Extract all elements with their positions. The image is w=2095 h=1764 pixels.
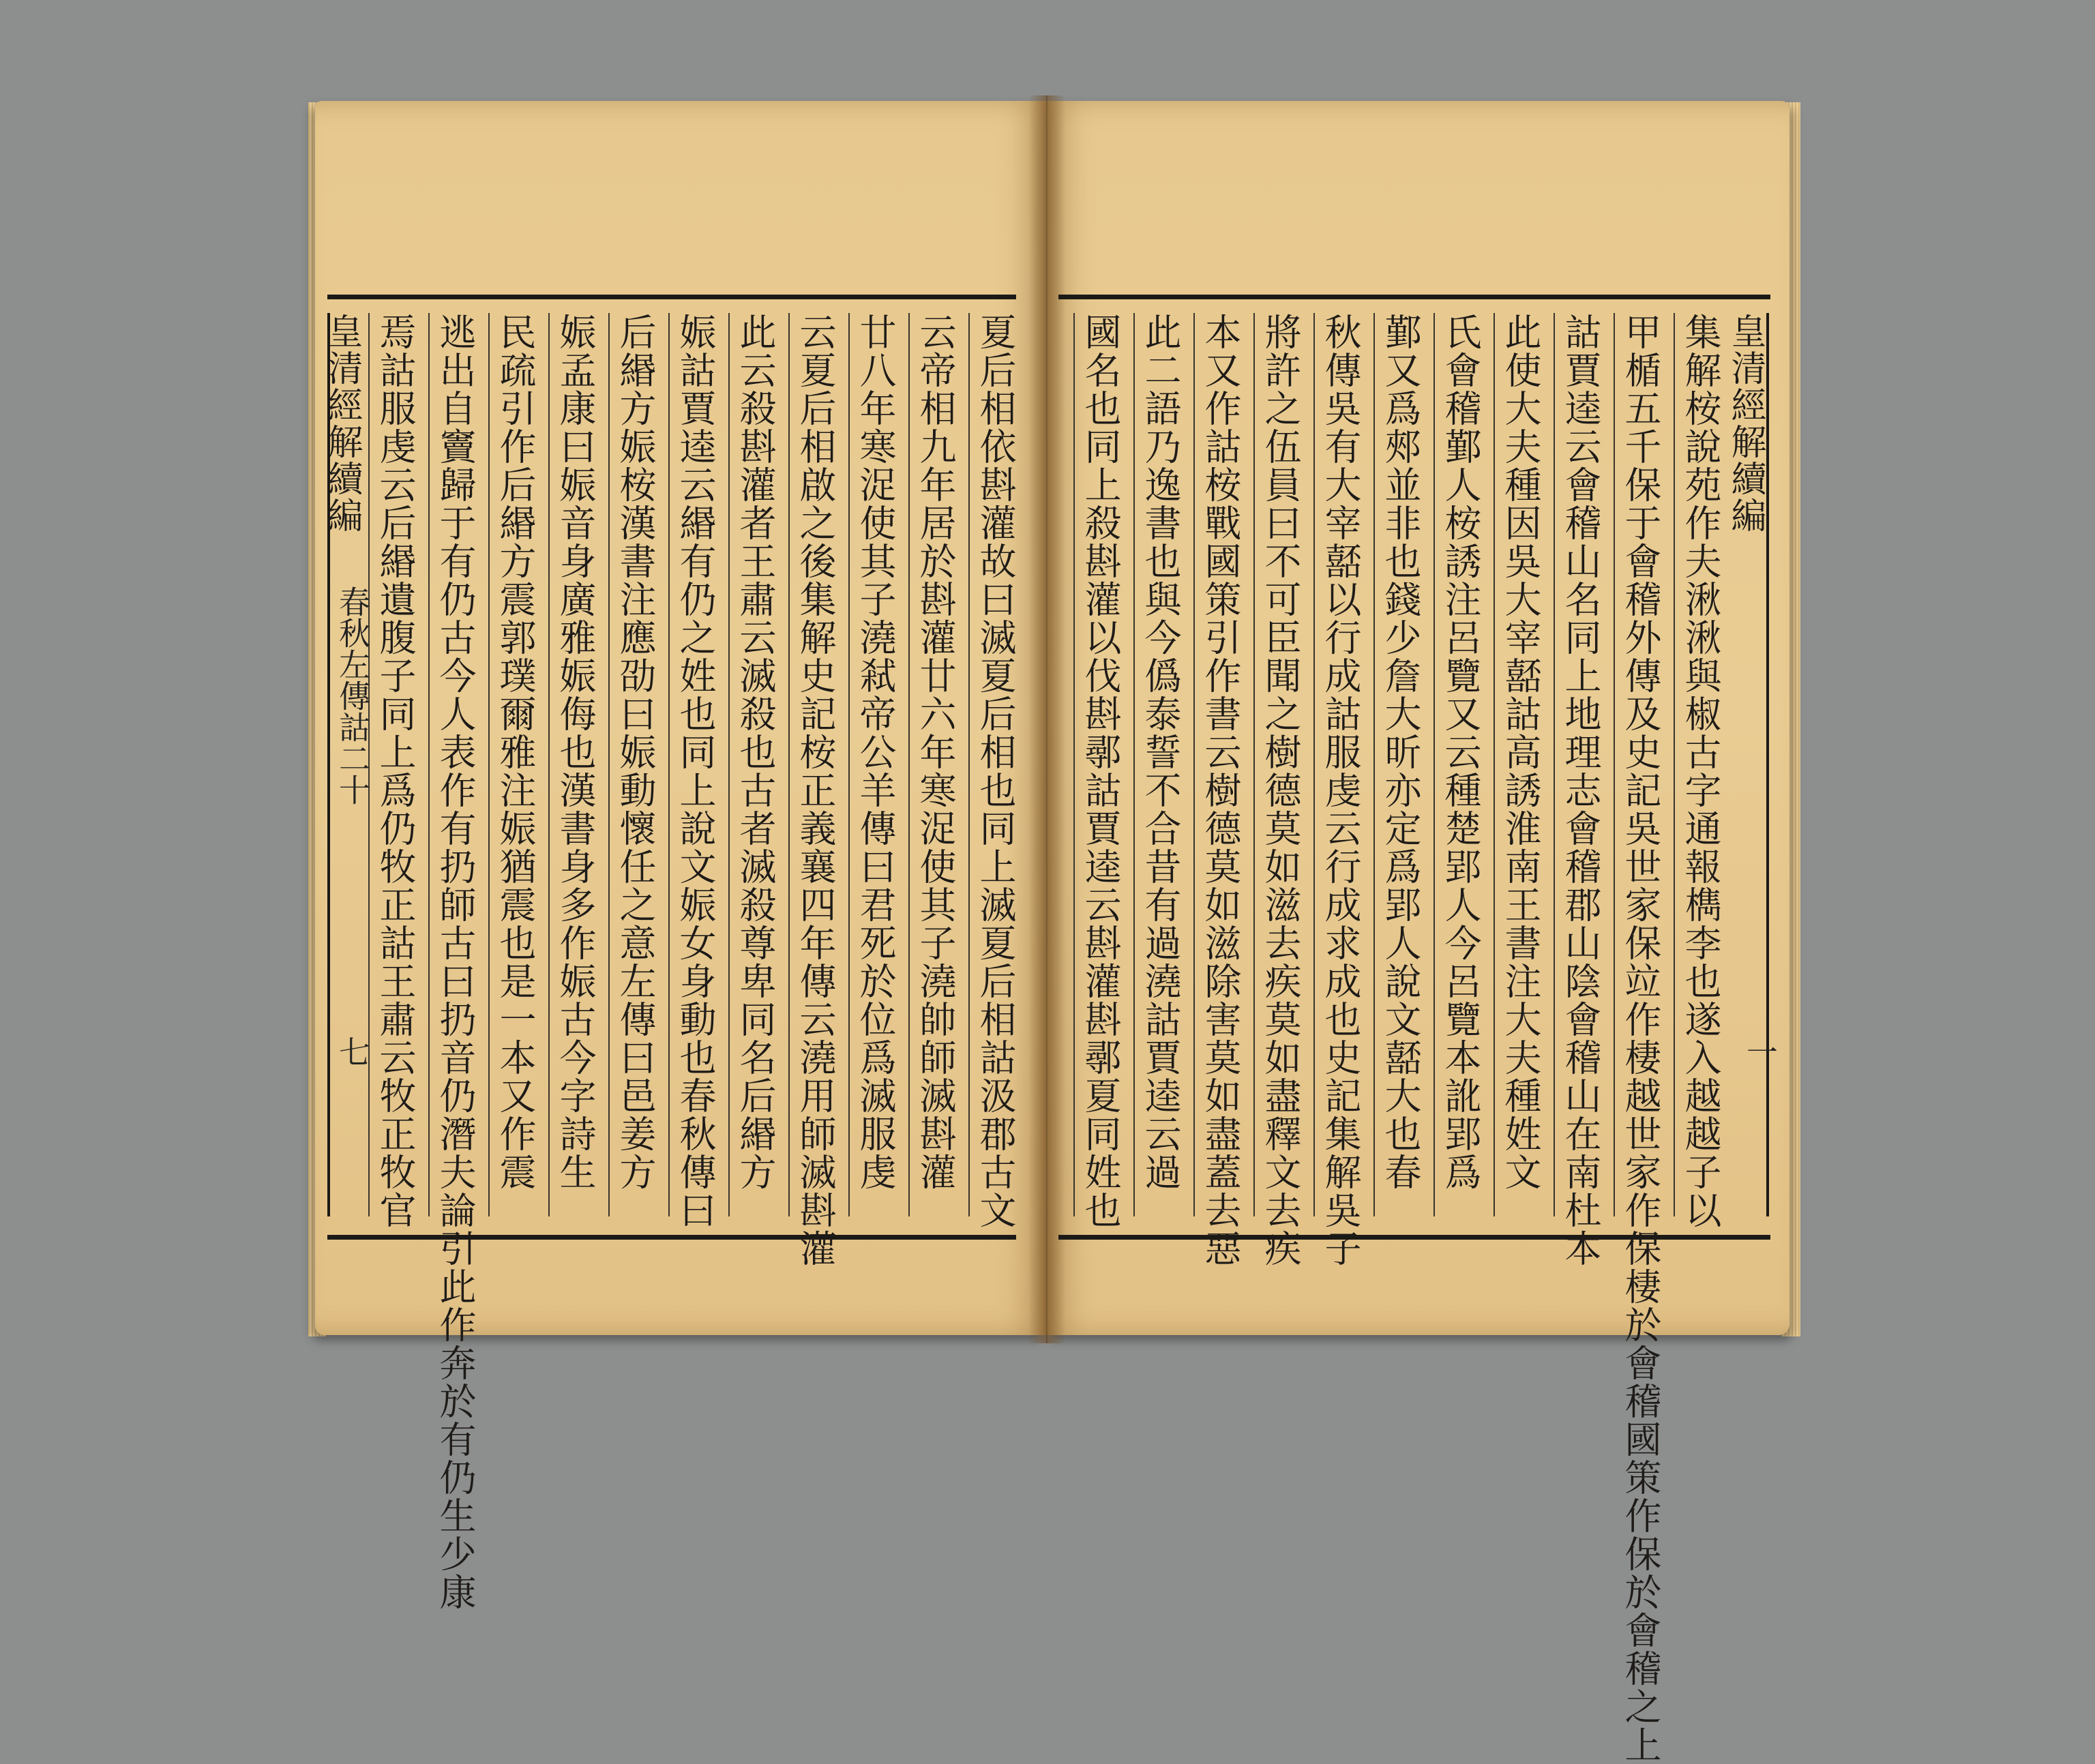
left-column-8: 娠孟康曰娠音身廣雅娠侮也漢書身多作娠古今字詩生 [548, 313, 600, 1216]
left-folio-number: 七 [334, 1036, 371, 1067]
right-column-3: 詁賈逵云會稽山名同上地理志會稽郡山陰會稽山在南杜本 [1554, 313, 1605, 1216]
right-text-frame [1058, 295, 1779, 1764]
right-column-8: 將許之伍員曰不可臣聞之樹德莫如滋去疾莫如盡釋文去疾 [1253, 313, 1305, 1216]
right-margin-title: 皇清經解續編 [1734, 313, 1769, 1216]
left-column-6: 娠詁賈逵云緡有仍之姓也同上說文娠女身動也春秋傳曰 [668, 313, 720, 1216]
left-margin-subtitle: 春秋左傳詁二十 [334, 586, 371, 805]
right-column-11: 國名也同上殺斟灌以伐斟鄩詁賈逵云斟灌斟鄩夏同姓也 [1073, 313, 1125, 1216]
right-column-6: 鄞又爲郟並非也錢少詹大昕亦定爲郢人說文嚭大也春 [1373, 313, 1425, 1216]
left-margin-title: 皇清經解續編 [327, 313, 363, 1216]
right-column-2: 甲楯五千保于會稽外傳及史記吳世家保竝作棲越世家作保棲於會稽國策作保於會稽之上 [1614, 313, 1665, 1216]
left-column-4: 云夏后相啟之後集解史記桉正義襄四年傳云澆用師滅斟灌 [788, 313, 840, 1216]
left-column-11: 焉詁服虔云后緡遺腹子同上爲仍牧正詁王肅云牧正牧官 [368, 313, 420, 1216]
right-column-9: 本又作詁桉戰國策引作書云樹德莫如滋除害莫如盡蓋去惡 [1193, 313, 1245, 1216]
left-column-1: 夏后相依斟灌故曰滅夏后相也同上滅夏后相詁汲郡古文 [968, 313, 1020, 1216]
left-column-5: 此云殺斟灌者王肅云滅殺也古者滅殺尊卑同名后緡方 [728, 313, 780, 1216]
left-column-7: 后緡方娠桉漢書注應劭曰娠動懷任之意左傳曰邑姜方 [608, 313, 660, 1216]
right-column-1: 集解桉說苑作夫湫湫與椒古字通報檇李也遂入越越子以 [1674, 313, 1725, 1216]
right-column-10: 此二語乃逸書也與今僞泰誓不合昔有過澆詁賈逵云過 [1133, 313, 1185, 1216]
left-column-10: 逃出自竇歸于有仍古今人表作有扔師古曰扔音仍潛夫論引此作奔於有仍生少康 [428, 313, 480, 1216]
left-column-9: 民疏引作后緡方震郭璞爾雅注娠猶震也是一本又作震 [488, 313, 540, 1216]
left-text-frame [321, 295, 1017, 1611]
left-column-3: 廿八年寒浞使其子澆弒帝公羊傳曰君死於位爲滅服虔 [848, 313, 900, 1216]
right-column-4: 此使大夫種因吳大宰嚭詁高誘淮南王書注大夫種姓文 [1494, 313, 1545, 1216]
right-column-5: 氏會稽鄞人桉誘注呂覽又云種楚郢人今呂覽本訛郢爲 [1433, 313, 1485, 1216]
right-folio-number: 一 [1742, 1036, 1779, 1067]
left-column-2: 云帝相九年居於斟灌廿六年寒浞使其子澆帥師滅斟灌 [908, 313, 960, 1216]
right-column-7: 秋傳吳有大宰嚭以行成詁服虔云行成求成也史記集解吳子 [1313, 313, 1365, 1216]
